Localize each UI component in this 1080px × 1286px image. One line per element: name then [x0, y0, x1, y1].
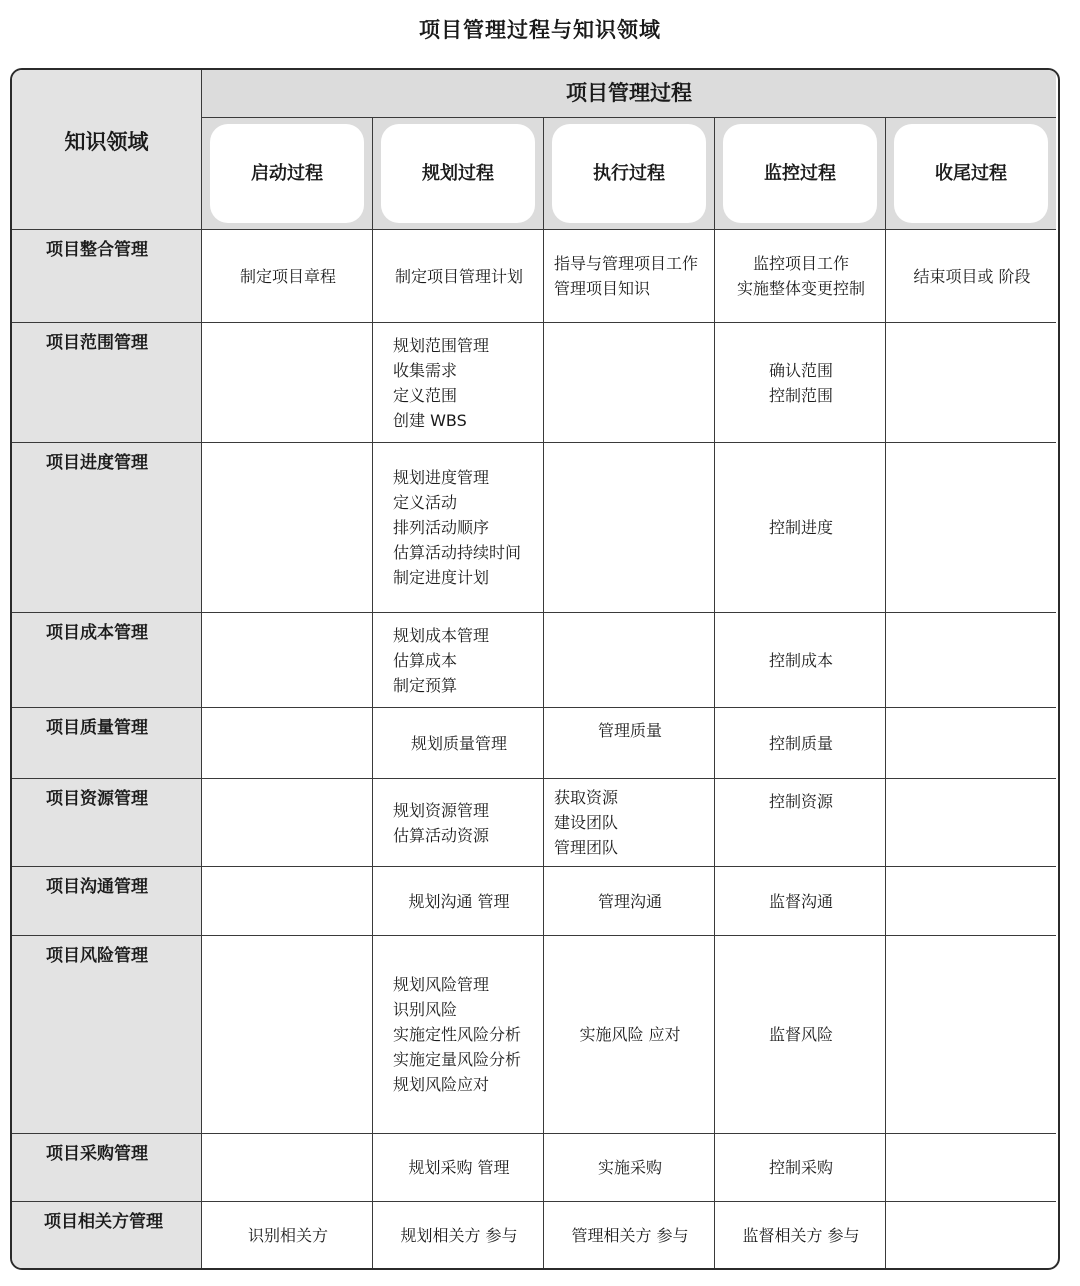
process-cell-monitoring	[715, 779, 886, 867]
process-item: 控制采购	[768, 1158, 833, 1177]
process-item: 规划成本管理	[393, 625, 490, 645]
process-item: 结束项目或 阶段	[913, 266, 1031, 286]
process-item: 获取资源	[554, 788, 619, 807]
process-cell-planning	[373, 936, 544, 1134]
process-cell-monitoring	[715, 936, 886, 1134]
process-item: 控制成本	[768, 650, 833, 670]
process-cell-planning	[373, 613, 544, 708]
process-cell-closing	[886, 613, 1056, 708]
process-item: 实施整体变更控制	[736, 279, 865, 298]
process-group-label: 项目管理过程	[566, 81, 692, 105]
process-item: 管理项目知识	[554, 279, 651, 298]
process-item: 识别相关方	[247, 1225, 328, 1245]
process-item: 制定项目管理计划	[394, 266, 523, 286]
process-item: 控制质量	[768, 733, 833, 753]
process-knowledge-table	[10, 68, 1060, 1270]
phase-header-monitoring	[715, 118, 886, 230]
process-item: 规划采购 管理	[408, 1158, 510, 1177]
process-cell-closing	[886, 443, 1056, 613]
process-cell-initiating	[202, 936, 373, 1134]
process-item: 估算成本	[393, 650, 458, 670]
process-item: 收集需求	[393, 360, 458, 380]
process-item: 制定项目章程	[239, 266, 336, 286]
process-cell-monitoring	[715, 1202, 886, 1268]
process-cell-planning	[373, 708, 544, 779]
process-item: 管理团队	[554, 838, 619, 857]
process-cell-closing	[886, 1202, 1056, 1268]
process-cell-closing	[886, 1134, 1056, 1202]
process-cell-monitoring	[715, 443, 886, 613]
process-cell-initiating	[202, 323, 373, 443]
process-cell-monitoring	[715, 323, 886, 443]
phase-label: 收尾过程	[894, 124, 1048, 223]
process-cell-initiating	[202, 230, 373, 323]
phase-header-planning	[373, 118, 544, 230]
process-cell-closing	[886, 779, 1056, 867]
process-cell-initiating	[202, 443, 373, 613]
process-cell-executing	[544, 867, 715, 936]
knowledge-area-label: 项目沟通管理	[12, 867, 202, 936]
process-item: 控制资源	[768, 792, 833, 811]
process-item: 实施风险 应对	[579, 1025, 681, 1044]
process-cell-closing	[886, 230, 1056, 323]
knowledge-area-label: 项目整合管理	[12, 230, 202, 323]
process-cell-planning	[373, 1134, 544, 1202]
phase-header-closing	[886, 118, 1056, 230]
process-item: 管理沟通	[597, 891, 662, 911]
process-item: 估算活动资源	[393, 825, 490, 845]
process-cell-initiating	[202, 867, 373, 936]
process-item: 监控项目工作	[752, 254, 849, 273]
process-cell-closing	[886, 708, 1056, 779]
process-cell-initiating	[202, 708, 373, 779]
process-item: 监督风险	[768, 1025, 833, 1044]
process-item: 确认范围	[768, 360, 833, 380]
knowledge-area-header: 知识领域	[64, 130, 149, 154]
process-item: 监督相关方 参与	[742, 1225, 860, 1245]
phase-label: 监控过程	[723, 124, 877, 223]
knowledge-area-label: 项目成本管理	[12, 613, 202, 708]
process-cell-initiating	[202, 1202, 373, 1268]
process-cell-planning	[373, 323, 544, 443]
process-cell-executing	[544, 1202, 715, 1268]
process-item: 规划质量管理	[410, 733, 507, 753]
process-cell-monitoring	[715, 1134, 886, 1202]
process-item: 实施定量风险分析	[393, 1050, 522, 1069]
process-cell-closing	[886, 936, 1056, 1134]
process-cell-executing	[544, 708, 715, 779]
process-cell-executing	[544, 230, 715, 323]
process-item: 控制进度	[768, 518, 833, 537]
process-item: 规划资源管理	[393, 800, 490, 820]
process-item: 制定预算	[393, 675, 458, 695]
process-item: 规划风险应对	[393, 1075, 490, 1094]
knowledge-area-label: 项目采购管理	[12, 1134, 202, 1202]
process-item: 监督沟通	[768, 891, 833, 911]
process-item: 实施定性风险分析	[393, 1025, 522, 1044]
process-cell-closing	[886, 323, 1056, 443]
process-cell-executing	[544, 323, 715, 443]
corner-header	[12, 70, 202, 230]
process-cell-executing	[544, 613, 715, 708]
table-grid	[12, 70, 1058, 1268]
process-group-header	[202, 70, 1056, 118]
process-item: 定义活动	[393, 493, 458, 512]
process-item: 定义范围	[393, 385, 458, 405]
phase-label: 启动过程	[210, 124, 364, 223]
process-item: 规划进度管理	[393, 468, 490, 487]
process-cell-executing	[544, 1134, 715, 1202]
knowledge-area-label: 项目风险管理	[12, 936, 202, 1134]
process-cell-monitoring	[715, 708, 886, 779]
process-cell-closing	[886, 867, 1056, 936]
process-cell-planning	[373, 230, 544, 323]
knowledge-area-label: 项目质量管理	[12, 708, 202, 779]
process-item: 实施采购	[597, 1158, 662, 1177]
process-item: 规划沟通 管理	[408, 891, 510, 911]
process-item: 规划范围管理	[393, 335, 490, 355]
process-item: 估算活动持续时间	[393, 543, 522, 562]
document-title: 项目管理过程与知识领域	[419, 18, 661, 42]
knowledge-area-label: 项目相关方管理	[12, 1202, 202, 1268]
process-item: 指导与管理项目工作	[554, 254, 699, 273]
phase-header-initiating	[202, 118, 373, 230]
process-item: 规划风险管理	[393, 975, 490, 994]
knowledge-area-label: 项目范围管理	[12, 323, 202, 443]
process-cell-planning	[373, 867, 544, 936]
process-item: 排列活动顺序	[393, 518, 490, 537]
knowledge-area-label: 项目资源管理	[12, 779, 202, 867]
process-item: 识别风险	[393, 1000, 458, 1019]
process-cell-monitoring	[715, 867, 886, 936]
process-cell-monitoring	[715, 613, 886, 708]
process-cell-initiating	[202, 613, 373, 708]
process-cell-planning	[373, 779, 544, 867]
process-cell-planning	[373, 443, 544, 613]
phase-header-executing	[544, 118, 715, 230]
process-cell-monitoring	[715, 230, 886, 323]
process-item: 创建 WBS	[393, 410, 467, 430]
process-item: 管理质量	[597, 721, 662, 740]
process-cell-executing	[544, 779, 715, 867]
process-cell-planning	[373, 1202, 544, 1268]
process-item: 规划相关方 参与	[400, 1225, 518, 1245]
process-item: 控制范围	[768, 385, 833, 405]
phase-label: 执行过程	[552, 124, 706, 223]
process-item: 管理相关方 参与	[571, 1225, 689, 1245]
process-cell-executing	[544, 936, 715, 1134]
phase-label: 规划过程	[381, 124, 535, 223]
process-cell-initiating	[202, 1134, 373, 1202]
process-cell-executing	[544, 443, 715, 613]
process-item: 建设团队	[554, 813, 619, 832]
knowledge-area-label: 项目进度管理	[12, 443, 202, 613]
process-item: 制定进度计划	[393, 568, 490, 587]
process-cell-initiating	[202, 779, 373, 867]
